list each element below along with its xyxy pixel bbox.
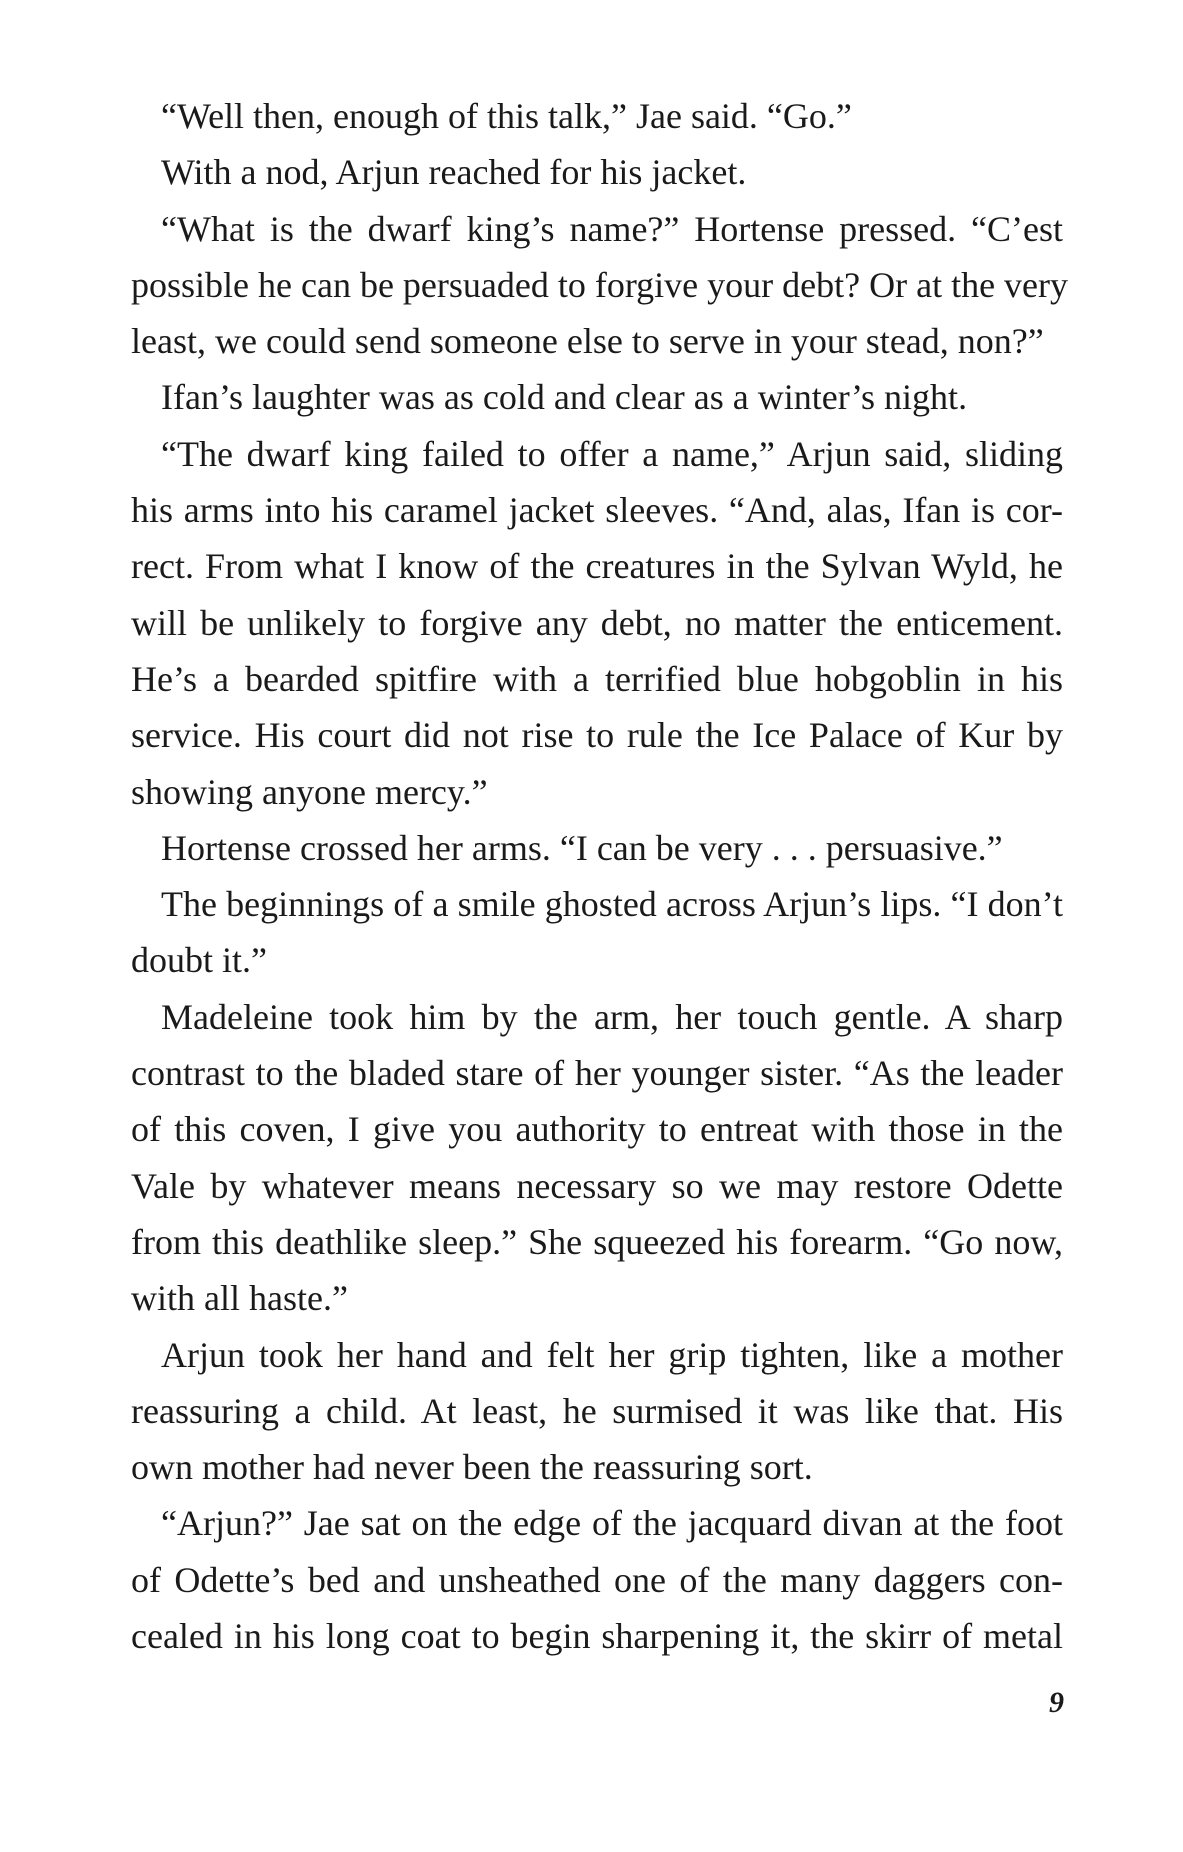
body-text xyxy=(131,88,1069,1664)
text-line: “The dwarf king failed to offer a name,” Arjun said, sliding xyxy=(161,433,1063,474)
text-line: With a nod, Arjun reached for his jacket. xyxy=(161,152,747,193)
text-line: showing anyone mercy.” xyxy=(131,771,488,812)
text-line: reassuring a child. At least, he surmised it was like that. His xyxy=(131,1390,1063,1431)
text-line: of this coven, I give you authority to entreat with those in the xyxy=(131,1109,1063,1150)
text-line: The beginnings of a smile ghosted across Arjun’s lips. “I don’t xyxy=(161,884,1063,925)
page-number: 9 xyxy=(1049,1686,1064,1719)
text-line: own mother had never been the reassuring sort. xyxy=(131,1447,813,1488)
text-line: his arms into his caramel jacket sleeves. “And, alas, Ifan is cor- xyxy=(131,490,1063,531)
text-line: doubt it.” xyxy=(131,940,267,981)
text-line: “What is the dwarf king’s name?” Hortense pressed. “C’est xyxy=(161,208,1063,249)
text-line: with all haste.” xyxy=(131,1278,348,1319)
text-line: cealed in his long coat to begin sharpening it, the skirr of metal xyxy=(131,1616,1063,1657)
text-line: Hortense crossed her arms. “I can be very . . . persuasive.” xyxy=(161,827,1003,868)
text-line: Madeleine took him by the arm, her touch gentle. A sharp xyxy=(161,996,1063,1037)
text-line: possible he can be persuaded to forgive your debt? Or at the very xyxy=(131,264,1069,305)
text-line: service. His court did not rise to rule the Ice Palace of Kur by xyxy=(131,715,1063,756)
text-line: of Odette’s bed and unsheathed one of the many daggers con- xyxy=(131,1559,1063,1600)
text-line: least, we could send someone else to serve in your stead, non?” xyxy=(131,321,1044,362)
text-line: Arjun took her hand and felt her grip tighten, like a mother xyxy=(161,1334,1063,1375)
text-line: contrast to the bladed stare of her younger sister. “As the leader xyxy=(131,1053,1063,1094)
text-line: “Arjun?” Jae sat on the edge of the jacquard divan at the foot xyxy=(161,1503,1063,1544)
text-line: Ifan’s laughter was as cold and clear as a winter’s night. xyxy=(161,377,968,418)
text-line: from this deathlike sleep.” She squeezed his forearm. “Go now, xyxy=(131,1221,1063,1262)
text-line: “Well then, enough of this talk,” Jae said. “Go.” xyxy=(161,96,852,136)
text-line: He’s a bearded spitfire with a terrified blue hobgoblin in his xyxy=(131,658,1063,699)
text-line: rect. From what I know of the creatures in the Sylvan Wyld, he xyxy=(131,546,1063,587)
text-line: will be unlikely to forgive any debt, no matter the enticement. xyxy=(131,602,1063,643)
text-line: Vale by whatever means necessary so we may restore Odette xyxy=(131,1165,1063,1206)
